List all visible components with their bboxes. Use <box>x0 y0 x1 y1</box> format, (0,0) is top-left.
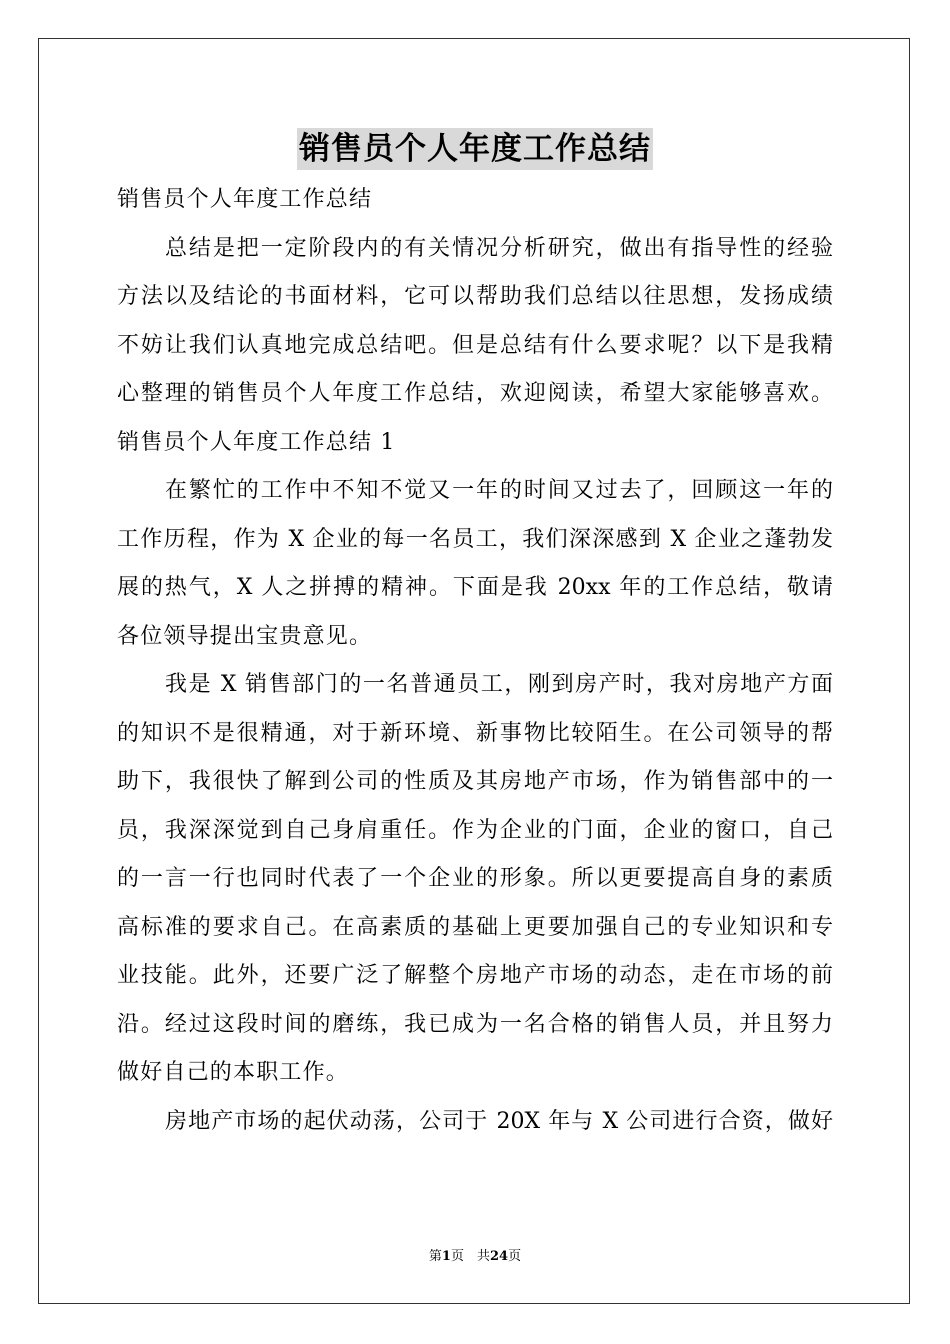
text-line: 员，我深深觉到自己身肩重任。作为企业的门面，企业的窗口，自己 <box>117 817 833 843</box>
text-line: 高标准的要求自己。在高素质的基础上更要加强自己的专业知识和专 <box>117 914 833 940</box>
document-body <box>117 176 833 1146</box>
text-line: 的知识不是很精通，对于新环境、新事物比较陌生。在公司领导的帮 <box>117 720 833 746</box>
text-line: 业技能。此外，还要广泛了解整个房地产市场的动态，走在市场的前 <box>117 963 833 988</box>
footer-page-total: 24 <box>489 1249 509 1264</box>
footer-page-prefix: 第 <box>428 1249 442 1264</box>
text-line: 房地产市场的起伏动荡，公司于 20X 年与 X 公司进行合资，做好 <box>165 1108 833 1134</box>
text-line: 各位领导提出宝贵意见。 <box>117 623 373 649</box>
footer-page-suffix: 页 <box>508 1249 522 1264</box>
text-line: 的一言一行也同时代表了一个企业的形象。所以更要提高自身的素质 <box>117 866 833 891</box>
footer-page-mid: 页 共 <box>450 1249 490 1264</box>
title-container <box>0 128 950 170</box>
text-line: 不妨让我们认真地完成总结吧。但是总结有什么要求呢？以下是我精 <box>117 332 833 358</box>
footer-page-current: 1 <box>441 1249 451 1264</box>
section-heading: 销售员个人年度工作总结 1 <box>117 429 396 455</box>
text-line: 沿。经过这段时间的磨练，我已成为一名合格的销售人员，并且努力 <box>117 1011 833 1037</box>
text-line: 方法以及结论的书面材料，它可以帮助我们总结以往思想，发扬成绩 <box>117 284 833 309</box>
text-line: 工作历程，作为 X 企业的每一名员工，我们深深感到 X 企业之蓬勃发 <box>117 526 833 552</box>
text-line: 在繁忙的工作中不知不觉又一年的时间又过去了，回顾这一年的 <box>165 478 833 503</box>
document-title: 销售员个人年度工作总结 <box>297 128 653 170</box>
subtitle-line: 销售员个人年度工作总结 <box>117 187 373 212</box>
text-line: 做好自己的本职工作。 <box>117 1060 350 1085</box>
text-line: 总结是把一定阶段内的有关情况分析研究，做出有指导性的经验 <box>165 235 833 261</box>
text-line: 展的热气，X 人之拼搏的精神。下面是我 20xx 年的工作总结，敬请 <box>117 575 833 600</box>
page-footer <box>0 1248 950 1266</box>
text-line: 心整理的销售员个人年度工作总结，欢迎阅读，希望大家能够喜欢。 <box>117 381 833 406</box>
text-line: 助下，我很快了解到公司的性质及其房地产市场，作为销售部中的一 <box>117 769 833 794</box>
text-line: 我是 X 销售部门的一名普通员工，刚到房产时，我对房地产方面 <box>165 672 833 697</box>
